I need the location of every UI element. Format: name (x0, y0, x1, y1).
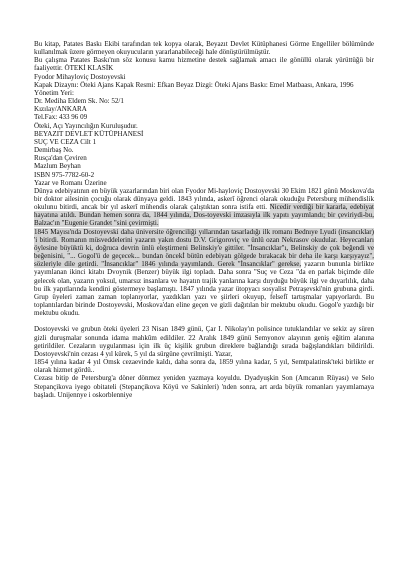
colophon-line: Tel.Fax: 433 96 09 (34, 113, 88, 122)
body-paragraph-3 (34, 325, 374, 358)
body-text: Dostoyevski ve grubun öteki üyeleri 23 Nisan 1849 günü, Çar I. Nikolay'ın polisince tutuklandılar ve sekiz ay süren gizli duruşmalar sonunda idama mahkûm edildiler. 22 Aralık 1849 günü Semyonov alayının geniş eğitim alanına getirildiler. Cezaların uygulanması için ilk üç kişilik grubun direklere bağlandığı sırada bağışlandıkları bildirildi. Dostoyevski'nin cezası 4 yıl kürek, 5 yıl da sürgüne çevrilmişti. Yazar, (34, 325, 374, 358)
body-text (34, 228, 374, 318)
colophon-line: Fyodor Mihayloviç Dostoyevski (34, 72, 126, 81)
colophon-block (34, 73, 374, 187)
colophon-credits (34, 81, 374, 89)
body-text: 1854 yılına kadar 4 yıl Omsk cezaevinde kaldı, daha sonra da, 1859 yılına kadar, 5 yıl, Semtpalatinsk'teki birlikte er olarak hizmet gördü.. (34, 358, 374, 375)
body-paragraph-2 (34, 228, 374, 318)
body-text-segment: yazarın bununla birlikte yayımlanan ikinci kitabı Dvoynik (Benzer) büyük ilgi topladı. Daha sonra "Suç ve Ceza "da en parlak biçimde dile gelecek olan, yazarın yoksul, umarsız insanlara ve hayatın trajik yanlarına karşı duyduğu büyük ilgi ve duyarlılık, daha bu ilk yapıtlarında kendini göstermeye başlamıştı. 1847 yılında yazar ütopyacı sosyalist Petraşevski'nin grubuna girdi. Grup üyeleri zaman zaman toplanıyorlar, yazdıkları yazı ve şiirleri okuyup, felsefî tartışmalar yapıyorlardı. Bu toplantılardan birinde Dostoyevski, Moskova'dan eline geçen ve gizli dağıtılan bir mektubu okudu. Gogol'e yazdığı bir mektubu okudu. (34, 260, 375, 318)
blank-line (34, 317, 374, 325)
intro-text-1: Bu kitap, Patates Baskı Ekibi tarafından tek kopya olarak, Beyazıt Devlet Kütüphanesi Görme Engelliler bölümünde kullanılmak üzere görmeyen okuyucuların yararlanabileceği hale dönüştürülmüştür. (34, 40, 374, 57)
body-text (34, 187, 374, 228)
intro-paragraph-1 (34, 40, 374, 56)
document-page (34, 40, 374, 399)
highlighted-text: 1845 Mayısı'nda Dostoyevski daha üniversite öğrenciliği yıllarından tasarladığı ilk romanı Bednıye Lyudi (insancıklar) 'i bitirdi. Romanın müsveddelerini yazarın yakın dostu D.V. Grigoroviç ve ünlü ozan Nekrasov okudular. Heyecanları öylesine büyüktü ki, doğruca devrin ünlü eleştirmeni Belinskiy'e gittiler. "İnsancıklar"ı, Belinskiy de çok beğendi ve beğenisini, "... Gogol'ü de geçecek... bundan öncekİ bütün edebiyatı gölgede bırakacak bir deha ile karşı karşıyayız", sözleriyle dile getirdi. "İnsancıklar" 1846 yılında yayımlandı. Gerek "İnsancıklar" gerekse, (34, 227, 374, 269)
colophon-line: Dr. Mediha Eldem Sk. No: 52/1 (34, 97, 124, 106)
colophon-line: Öteki, Açı Yayıncılığın Kuruluşudur. (34, 121, 138, 130)
section-heading: Yazar ve Romanı Üzerine (34, 178, 107, 187)
body-paragraph-4 (34, 358, 374, 374)
body-paragraph-5 (34, 374, 374, 398)
intro-text-2: Bu çalışma Patates Baskı'nın söz konusu kamu hizmetine destek sağlamak amacı ile gönüllü olarak yürüttüğü bir faaliyettir. ÖTEKİ KLASİK (34, 56, 374, 73)
colophon-line: ISBN 975-7782-60-2 (34, 170, 95, 179)
intro-paragraph-2 (34, 56, 374, 72)
body-text-segment: Dünya edebiyatının en büyük yazarlarından biri olan Fyodor Mi-hayloviç Dostoyevski 30 Ekim 1821 günü Moskova'da bir doktor ailesinin çocuğu olarak dünyaya geldi. 1843 yılında, askerî öğrenci olarak okuduğu Petersburg mühendislik okulunu bitirdi, ancak bir yıl askerî mühendis olarak çalıştıktan sonra istifa etti. (34, 186, 374, 212)
highlighted-text: Nicedir verdiği bir kararla, edebiyat hayatına atıldı. Bundan hemen sonra da, 1844 yılında, Dos-toyevski imzasıyla ilk yapıtı yayımlandı; bir çeviriydi-bu, Balzac'ın "Eugenie Grandet "sini çevirmişti. (34, 203, 374, 228)
colophon-line: Kapak Dizaynı: Öteki Ajans Kapak Resmi: Efkan Beyaz Dizgi: Öteki Ajans Baskı: Emel Matbaası, Ankara, 1996 (34, 80, 354, 89)
colophon-line: Yönetim Yeri: (34, 88, 74, 97)
body-text: Cezası bitip de Petersburg'a döner dönmez yeniden yazmaya koyuldu. Dyadyuşkin Son (Amcanın Rüyası) ve Selo Stepançikova iyego obitateli (Stepançikova Köyü ve Sakinleri) 'nden sonra, art arda büyük romanları yayımlamaya başladı. Unijennye i oskorblenniye (34, 374, 374, 399)
colophon-line: SUÇ VE CEZA Cilt 1 (34, 137, 97, 146)
colophon-line: Rusça'dan Çeviren (34, 154, 87, 163)
colophon-line: Kızılay/ANKARA (34, 105, 87, 114)
colophon-line: Mazlum Beyhan (34, 162, 81, 171)
colophon-line: BEYAZIT DEVLET KÜTÜPHANESİ (34, 129, 144, 138)
body-paragraph-1 (34, 187, 374, 228)
colophon-line: Demirbaş No. (34, 146, 74, 155)
